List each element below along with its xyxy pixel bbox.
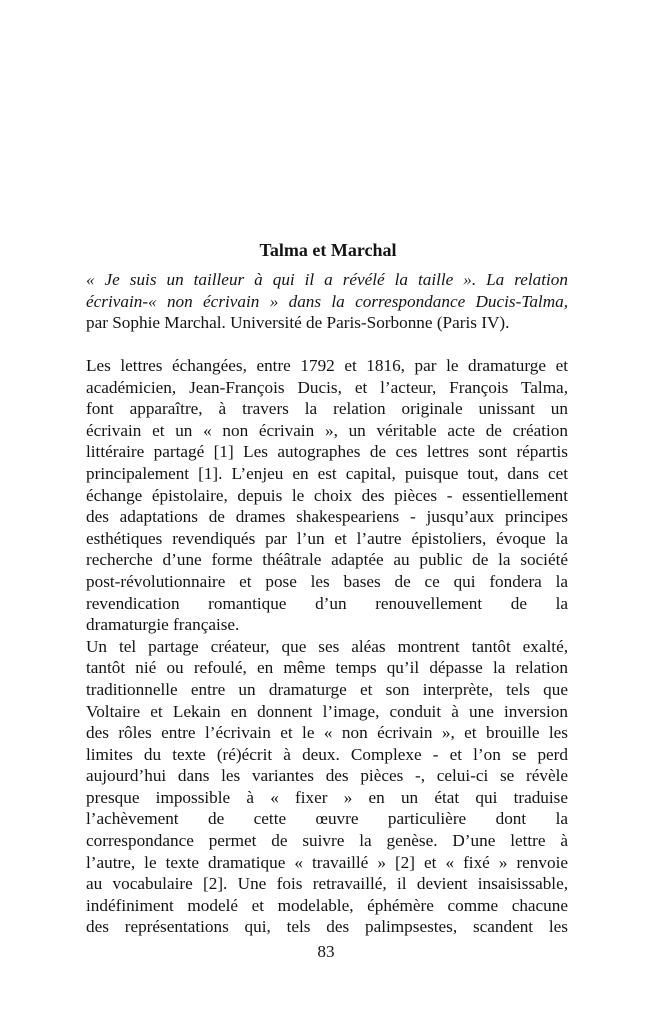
text-line: écrivain et un « non écrivain », un véritable acte de création	[86, 420, 568, 440]
text-line: post-révolutionnaire et pose les bases de ce qui fondera la	[86, 571, 568, 591]
text-line: des rôles entre l’écrivain et le « non écrivain », et brouille les	[86, 723, 568, 743]
text-line: esthétiques revendiqués par l’un et l’autre épistoliers, évoque la	[86, 528, 568, 548]
text-line: dramaturgie française.	[86, 615, 240, 635]
text-line: au vocabulaire [2]. Une fois retravaillé, il devient insaisissable,	[86, 874, 568, 894]
text-line: limites du texte (ré)écrit à deux. Complexe - et l’on se perd	[86, 744, 568, 764]
text-line: traditionnelle entre un dramaturge et son interprète, tels que	[86, 679, 568, 699]
text-line: l’achèvement de cette œuvre particulière dont la	[86, 809, 568, 829]
text-line: Voltaire et Lekain en donnent l’image, conduit à une inversion	[86, 701, 568, 721]
text-line: recherche d’une forme théâtrale adaptée au public de la société	[86, 550, 568, 570]
text-line: des représentations qui, tels des palimpsestes, scandent les	[86, 917, 568, 937]
text-line: font apparaître, à travers la relation originale unissant un	[86, 399, 568, 419]
text-line: littéraire partagé [1] Les autographes de ces lettres sont répartis	[86, 442, 568, 462]
text-line: tantôt nié ou refoulé, en même temps qu’il dépasse la relation	[86, 658, 568, 678]
text-line: correspondance permet de suivre la genèse. D’une lettre à	[86, 831, 568, 851]
author-line: par Sophie Marchal. Université de Paris-Sorbonne (Paris IV).	[86, 313, 510, 333]
text-line: Un tel partage créateur, que ses aléas montrent tantôt exalté,	[86, 636, 568, 656]
text-line: principalement [1]. L’enjeu en est capital, puisque tout, dans cet	[86, 463, 568, 483]
text-line: échange épistolaire, depuis le choix des pièces - essentiellement	[86, 485, 568, 505]
text-line: indéfiniment modelé et modelable, éphémère comme chacune	[86, 895, 568, 915]
text-line: académicien, Jean-François Ducis, et l’acteur, François Talma,	[86, 377, 568, 397]
text-line: presque impossible à « fixer » en un état qui traduise	[86, 787, 568, 807]
subtitle-line: « Je suis un tailleur à qui il a révélé la taille ». La relation	[86, 270, 568, 289]
body-text	[86, 355, 568, 938]
text-line: revendication romantique d’un renouvellement de la	[86, 593, 568, 613]
paragraph-1	[86, 355, 568, 636]
text-line: l’autre, le texte dramatique « travaillé » [2] et « fixé » renvoie	[86, 852, 568, 872]
text-line: aujourd’hui dans les variantes des pièces -, celui-ci se révèle	[86, 766, 568, 786]
article-subtitle	[86, 269, 568, 334]
text-line: Les lettres échangées, entre 1792 et 1816, par le dramaturge et	[86, 356, 568, 375]
page-title: Talma et Marchal	[259, 240, 397, 261]
paragraph-2	[86, 636, 568, 938]
page-number: 83	[317, 942, 335, 961]
text-line: des adaptations de drames shakespeariens - jusqu’aux principes	[86, 507, 568, 527]
subtitle-line: écrivain-« non écrivain » dans la correspondance Ducis-Talma,	[86, 291, 568, 311]
